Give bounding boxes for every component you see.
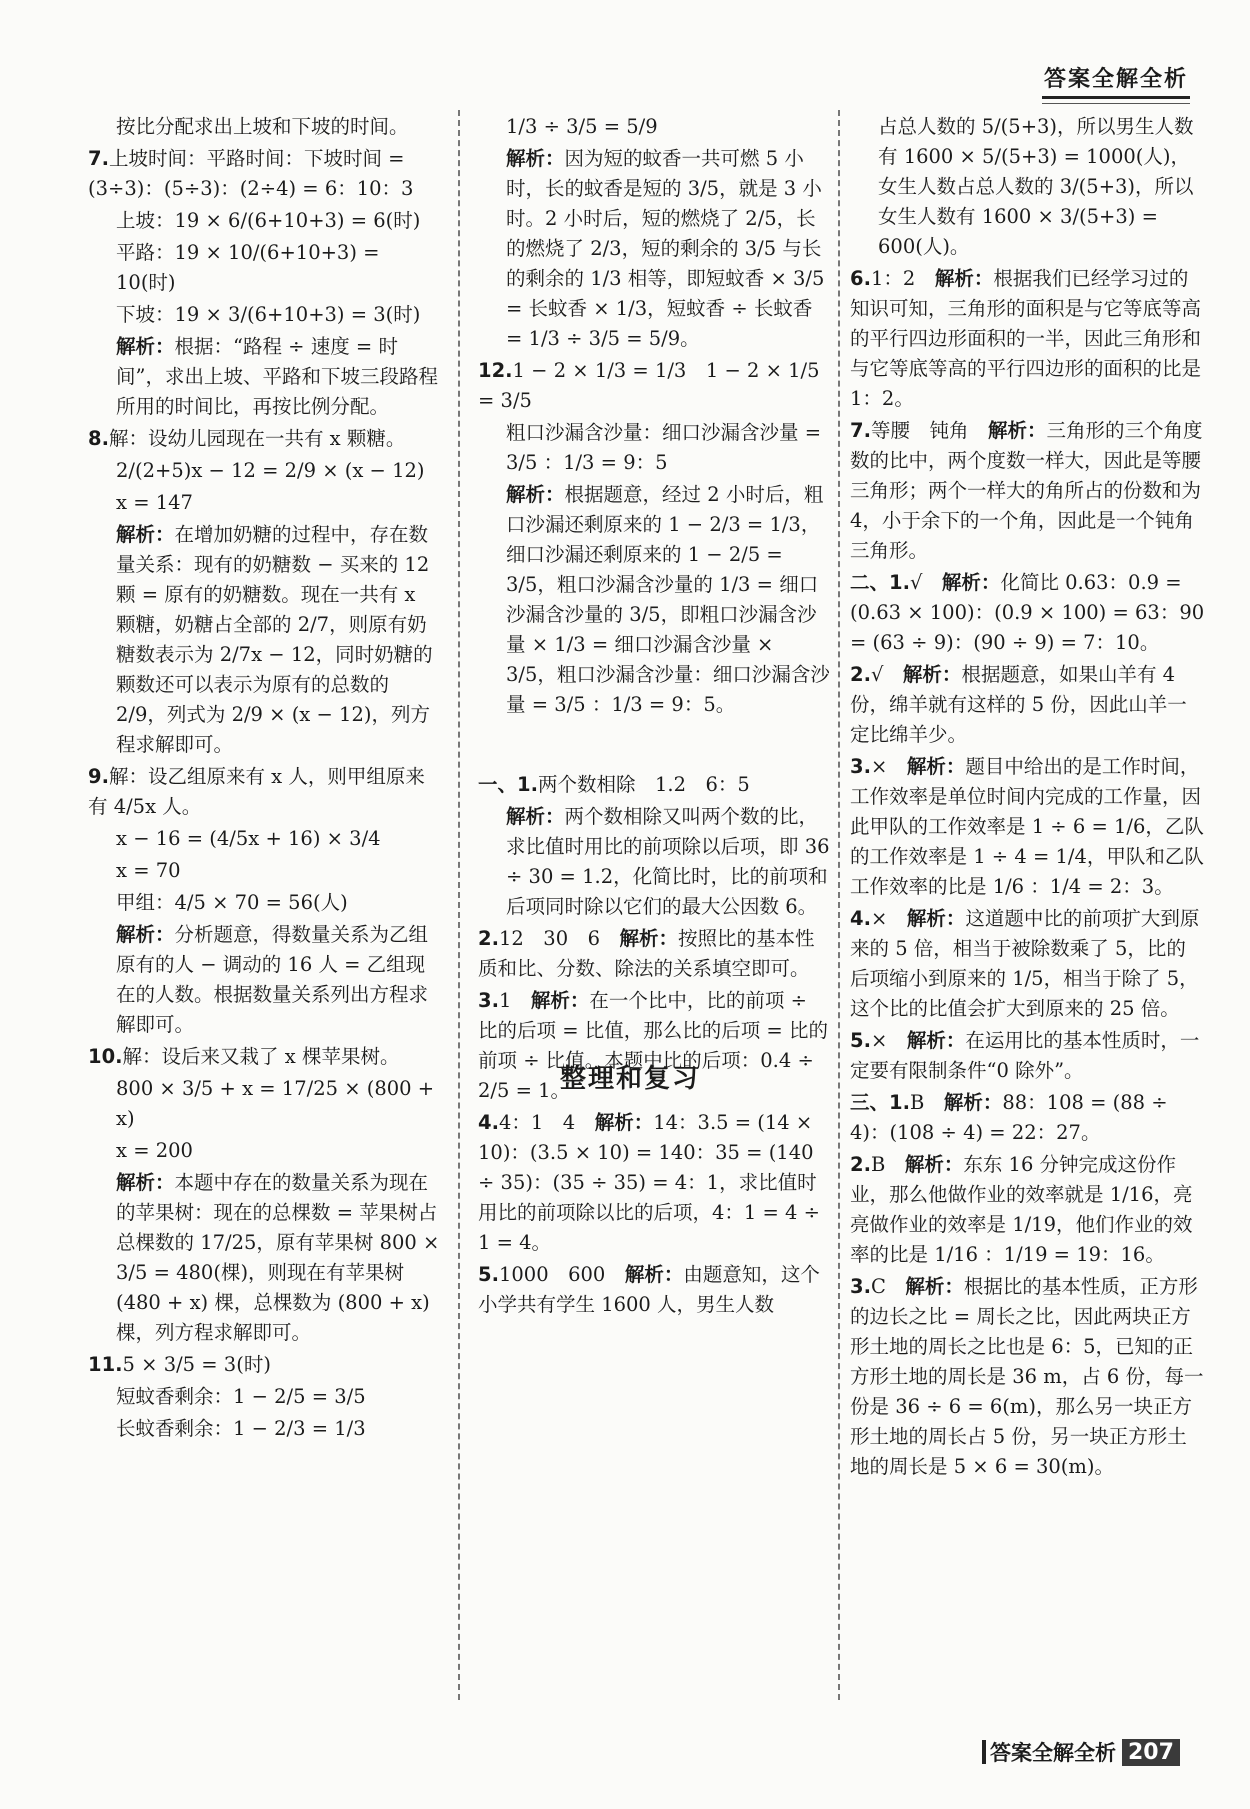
item-text: √ [870,663,903,686]
item-text: 等腰 钝角 [870,419,988,442]
item-num: 5. [850,1029,871,1052]
item-text: 粗口沙漏含沙量：细口沙漏含沙量 = 3/5 ：1/3 = 9：5 [506,421,822,474]
item-text: 解：设幼儿园现在一共有 x 颗糖。 [108,427,406,450]
answer-paragraph [88,206,440,236]
item-label: 解析： [506,483,565,506]
answer-paragraph [88,1168,440,1348]
item-text: 本题中存在的数量关系为现在的苹果树：现在的总棵数 = 苹果树占总棵数的 17/25，原有苹果树 800 × 3/5 = 480(棵)，则现在有苹果树 (480 + x) 棵，总棵数为 (800 + x) 棵，列方程求解即可。 [116,1171,440,1344]
item-text: 解：设乙组原来有 x 人，则甲组原来有 4/5x 人。 [88,765,425,818]
item-text: 2/(2+5)x − 12 = 2/9 × (x − 12) [116,459,425,482]
item-text2: 14：3.5 = (14 × 10)：(3.5 × 10) = 140：35 = (140 ÷ 35)：(35 ÷ 35) = 4：1，求比值时用比的前项除以比的后项，4：1 = 4 ÷ 1 = 4。 [478,1111,820,1254]
item-text: 800 × 3/5 + x = 17/25 × (800 + x) [116,1077,435,1130]
answer-paragraph [478,1260,830,1320]
item-text: × [870,755,907,778]
answer-paragraph [88,300,440,330]
item-text: 短蚊香剩余：1 − 2/5 = 3/5 [116,1385,366,1408]
item-label: 解析： [905,1275,964,1298]
answer-paragraph [88,920,440,1040]
answer-column-3 [850,112,1205,1702]
item-text2: 根据比的基本性质，正方形的边长之比 = 周长之比，因此两块正方形土地的周长之比也是 6：5，已知的正方形土地的周长是 36 m，占 6 份，每一份是 36 ÷ 6 = 6(m)，那么另一块正方形土地的周长占 5 份，另一块正方形土地的周长是 5 × 6 = 30(m)。 [850,1275,1204,1478]
item-num: 10. [88,1045,123,1068]
item-label: 解析： [906,755,966,778]
answer-paragraph [88,888,440,918]
item-label: 解析： [619,927,679,950]
item-num: 3. [850,755,871,778]
item-num: 2. [850,1153,871,1176]
item-label: 解析： [116,1171,175,1194]
item-text: √ [909,571,942,594]
item-text: 两个数相除又叫两个数的比，求比值时用比的前项除以后项，即 36 ÷ 30 = 1.2，化简比时，比的前项和后项同时除以它们的最大公因数 6。 [506,805,830,918]
item-text: 下坡：19 × 3/(6+10+3) = 3(时) [116,303,421,326]
item-text: 根据：“路程 ÷ 速度 = 时间”，求出上坡、平路和下坡三段路程所用的时间比，再按比例分配。 [116,335,438,418]
item-text2: 三角形的三个角度数的比中，两个度数一样大，因此是等腰三角形；两个一样大的角所占的份数和为 4，小于余下的一个角，因此是一个钝角三角形。 [850,419,1203,562]
answer-paragraph [88,762,440,822]
item-num: 7. [88,147,109,170]
answer-paragraph [478,480,830,720]
answer-paragraph [478,418,830,478]
item-num: 8. [88,427,109,450]
answer-paragraph [88,424,440,454]
item-text: B [909,1091,944,1114]
item-label: 解析： [902,663,962,686]
answer-paragraph [88,1042,440,1072]
item-label: 解析： [530,989,590,1012]
answer-paragraph [88,824,440,854]
answer-paragraph [850,1088,1205,1148]
item-text2: 东东 16 分钟完成这份作业，那么他做作业的效率就是 1/16，亮亮做作业的效率是 1/19，他们作业的效率的比是 1/16 ：1/19 = 19：16。 [850,1153,1193,1266]
item-text: 1000 600 [498,1263,625,1286]
answer-paragraph [88,1414,440,1444]
item-text: 两个数相除 1.2 6：5 [537,773,750,796]
item-text: 甲组：4/5 × 70 = 56(人) [116,891,348,914]
item-label: 解析： [506,147,565,170]
footer-bar [982,1740,986,1764]
item-num: 3. [850,1275,871,1298]
answer-paragraph [478,924,830,984]
item-text: x = 200 [116,1139,193,1162]
item-num: 9. [88,765,109,788]
item-text2: 化简比 0.63：0.9 = (0.63 × 100)：(0.9 × 100) = 63：90 = (63 ÷ 9)：(90 ÷ 9) = 7：10。 [850,571,1205,654]
item-text2: 根据我们已经学习过的知识可知，三角形的面积是与它等底等高的平行四边形面积的一半，因此三角形和与它等底等高的平行四边形的面积的比是 1：2。 [850,267,1202,410]
item-text: 5 × 3/5 = 3(时) [122,1353,271,1376]
item-num: 2. [850,663,871,686]
answer-paragraph [88,1074,440,1134]
item-num: 三、1. [850,1091,910,1114]
answer-paragraph [88,238,440,298]
item-text2: 88：108 = (88 ÷ 4)：(108 ÷ 4) = 22：27。 [850,1091,1168,1144]
answer-paragraph [88,332,440,422]
item-text: 解：设后来又栽了 x 棵苹果树。 [122,1045,400,1068]
item-num: 7. [850,419,871,442]
item-num: 5. [478,1263,499,1286]
page-number: 207 [1122,1739,1180,1766]
item-label: 解析： [943,1091,1003,1114]
answer-paragraph [478,356,830,416]
item-label: 解析： [116,523,175,546]
item-label: 解析： [116,335,175,358]
item-label: 解析： [904,1153,964,1176]
item-num: 二、1. [850,571,910,594]
item-text: B [870,1153,905,1176]
item-text: C [870,1275,906,1298]
answer-paragraph [850,264,1205,414]
answer-paragraph [850,1150,1205,1270]
item-num: 2. [478,927,499,950]
answer-paragraph [88,112,440,142]
answer-paragraph [88,520,440,760]
section-spacer [478,722,830,768]
item-text2: 这道题中比的前项扩大到原来的 5 倍，相当于被除数乘了 5，比的后项缩小到原来的 1/5，相当于除了 5，这个比的比值会扩大到原来的 25 倍。 [850,907,1200,1020]
item-num: 11. [88,1353,123,1376]
item-label: 解析： [594,1111,654,1134]
item-num: 6. [850,267,871,290]
item-label: 解析： [941,571,1001,594]
column-divider [458,110,460,1700]
item-label: 解析： [906,1029,966,1052]
item-text2: 根据题意，如果山羊有 4 份，绵羊就有这样的 5 份，因此山羊一定比绵羊少。 [850,663,1187,746]
item-num: 3. [478,989,499,1012]
answer-paragraph [850,752,1205,902]
item-text: 上坡时间：平路时间：下坡时间 = (3÷3)：(5÷3)：(2÷4) = 6：10：3 [88,147,414,200]
page-header: 答案全解全析 [1042,62,1190,99]
item-text: × [870,1029,907,1052]
footer-label: 答案全解全析 [990,1741,1116,1765]
item-text: x = 147 [116,491,193,514]
item-num: 一、1. [478,773,538,796]
answer-paragraph [850,904,1205,1024]
column-divider [838,110,840,1700]
item-text: 12 30 6 [498,927,620,950]
answer-paragraph [88,1136,440,1166]
answer-column-1 [88,112,440,1702]
item-text: 长蚊香剩余：1 − 2/3 = 1/3 [116,1417,366,1440]
item-text: x − 16 = (4/5x + 16) × 3/4 [116,827,381,850]
answer-paragraph [478,144,830,354]
answer-column-2 [478,112,830,1702]
item-text: 1/3 ÷ 3/5 = 5/9 [506,115,658,138]
item-text2: 在一个比中，比的前项 ÷ 比的后项 = 比值，那么比的后项 = 比的前项 ÷ 比值。本题中比的后项：0.4 ÷ 2/5 = 1。 [478,989,828,1102]
item-text2: 在运用比的基本性质时，一定要有限制条件“0 除外”。 [850,1029,1200,1082]
item-text: 1：2 [870,267,935,290]
answer-paragraph [850,568,1205,658]
item-text2: 按照比的基本性质和比、分数、除法的关系填空即可。 [478,927,815,980]
item-label: 解析： [906,907,966,930]
answer-paragraph [88,1350,440,1380]
item-text: 上坡：19 × 6/(6+10+3) = 6(时) [116,209,421,232]
answer-paragraph [88,144,440,204]
answer-paragraph [478,802,830,922]
item-text: 4：1 4 [498,1111,595,1134]
answer-paragraph [850,112,1205,262]
item-text2: 题目中给出的是工作时间，工作效率是单位时间内完成的工作量，因此甲队的工作效率是 1 ÷ 6 = 1/6，乙队的工作效率是 1 ÷ 4 = 1/4，甲队和乙队工作效率的比是 1/6 ：1/4 = 2：3。 [850,755,1204,898]
item-label: 解析： [934,267,994,290]
item-label: 解析： [116,923,175,946]
answer-paragraph [478,112,830,142]
answer-paragraph [850,1026,1205,1086]
answer-paragraph [478,770,830,800]
answer-paragraph [88,456,440,486]
answer-paragraph [850,660,1205,750]
item-label: 解析： [988,419,1047,442]
item-text: 在增加奶糖的过程中，存在数量关系：现有的奶糖数 − 买来的 12 颗 = 原有的奶糖数。现在一共有 x 颗糖，奶糖占全部的 2/7，则原有奶糖数表示为 2/7x − 12，同时奶糖的颗数还可以表示为原有的总数的 2/9，列式为 2/9 × (x − 12)，列方程求解即可。 [116,523,433,756]
answer-paragraph [88,488,440,518]
section-title: 整理和复习 [560,1064,701,1094]
item-text: 1 [498,989,531,1012]
item-label: 解析： [624,1263,684,1286]
item-text: 平路：19 × 10/(6+10+3) = 10(时) [116,241,380,294]
item-num: 4. [478,1111,499,1134]
item-text: 根据题意，经过 2 小时后，粗口沙漏还剩原来的 1 − 2/3 = 1/3，细口沙漏还剩原来的 1 − 2/5 = 3/5，粗口沙漏含沙量的 1/3 = 细口沙漏含沙量的 3/5，即粗口沙漏含沙量 × 1/3 = 细口沙漏含沙量 × 3/5，粗口沙漏含沙量：细口沙漏含沙量 = 3/5 ：1/3 = 9：5。 [506,483,830,716]
answer-paragraph [88,1382,440,1412]
answer-paragraph [478,1108,830,1258]
item-text: 占总人数的 5/(5+3)，所以男生人数有 1600 × 5/(5+3) = 1000(人)，女生人数占总人数的 3/(5+3)，所以女生人数有 1600 × 3/(5+3) = 600(人)。 [878,115,1194,258]
item-text2: 由题意知，这个小学共有学生 1600 人，男生人数 [478,1263,820,1316]
item-text: x = 70 [116,859,181,882]
item-text: 分析题意，得数量关系为乙组原有的人 − 调动的 16 人 = 乙组现在的人数。根据数量关系列出方程求解即可。 [116,923,429,1036]
item-text: 按比分配求出上坡和下坡的时间。 [116,115,409,138]
answer-paragraph [850,1272,1205,1482]
item-text: × [870,907,907,930]
page-footer [982,1737,1180,1767]
answer-paragraph [850,416,1205,566]
answer-paragraph [88,856,440,886]
item-text: 因为短的蚊香一共可燃 5 小时，长的蚊香是短的 3/5，就是 3 小时。2 小时后，短的燃烧了 2/5，长的燃烧了 2/3，短的剩余的 3/5 与长的剩余的 1/3 相等，即短蚊香 × 3/5 = 长蚊香 × 1/3，短蚊香 ÷ 长蚊香 = 1/3 ÷ 3/5 = 5/9。 [506,147,825,350]
item-label: 解析： [506,805,565,828]
item-num: 4. [850,907,871,930]
item-text: 1 − 2 × 1/3 = 1/3 1 − 2 × 1/5 = 3/5 [478,359,820,412]
item-num: 12. [478,359,513,382]
